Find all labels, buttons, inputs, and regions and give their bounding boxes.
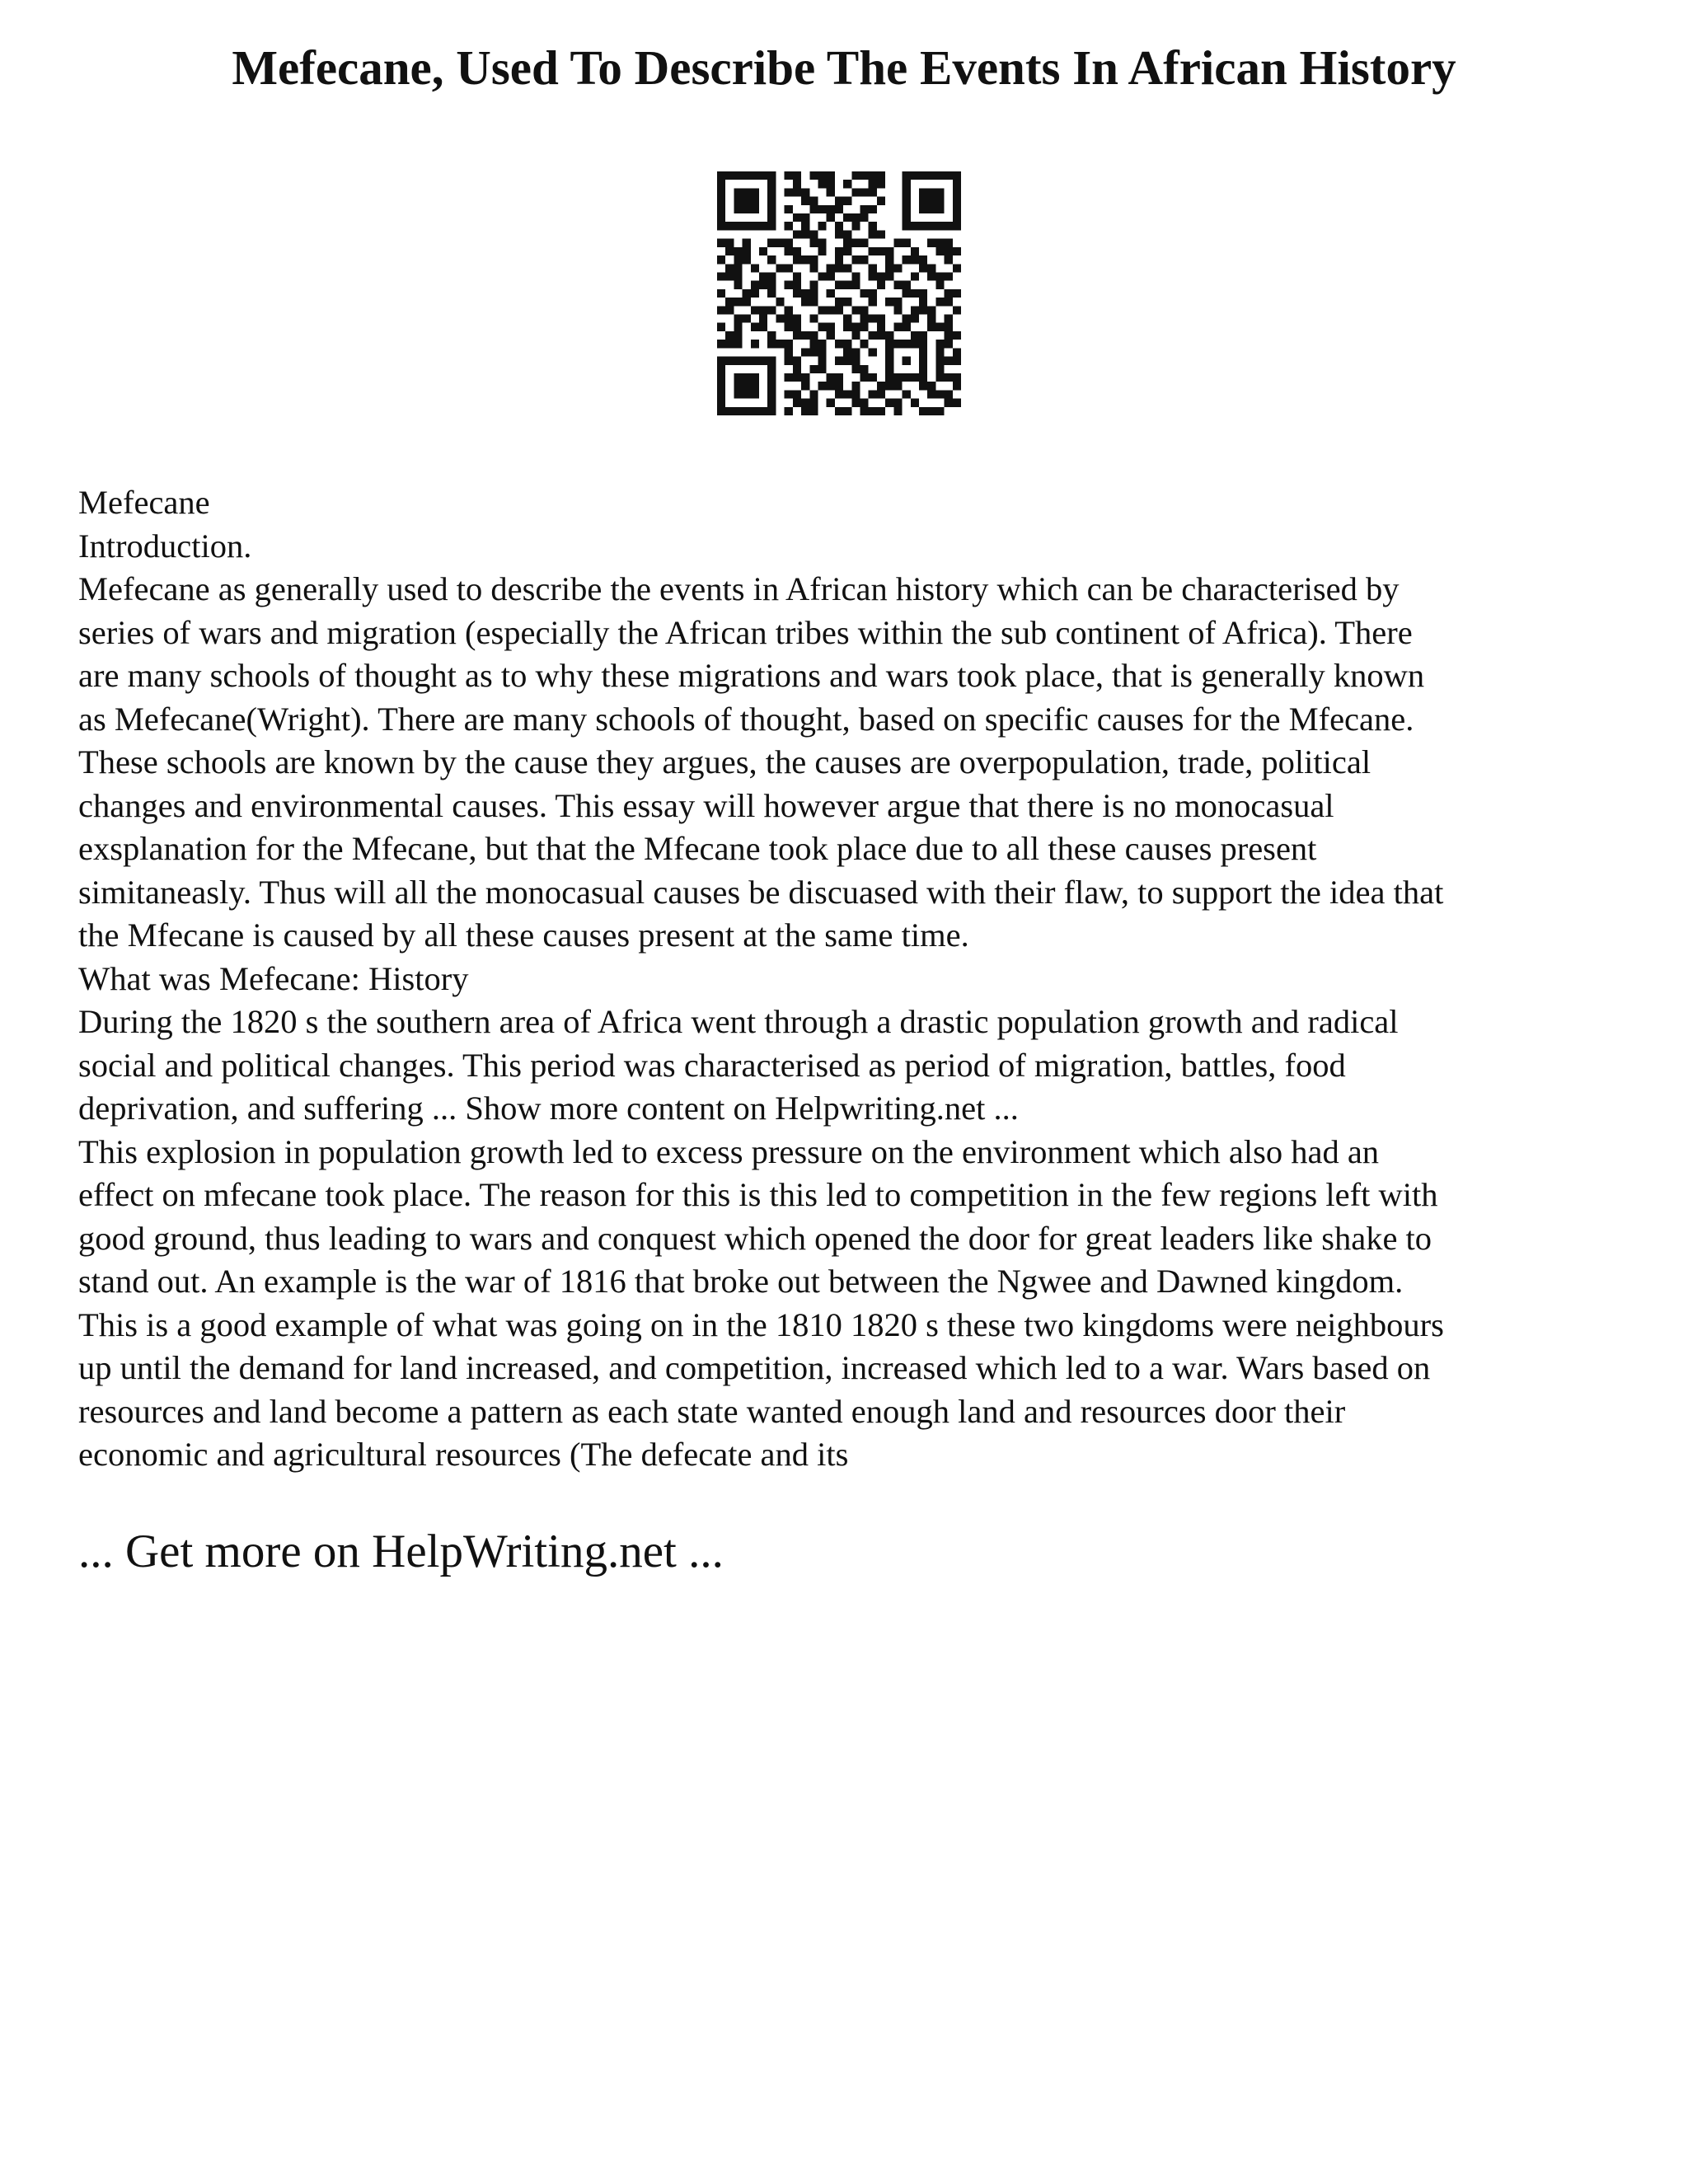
body-line: social and political changes. This period was characterised as period of migration, battles, food [78, 1046, 1346, 1084]
body-line: resources and land become a pattern as each state wanted enough land and resources door their [78, 1392, 1346, 1430]
body-line: deprivation, and suffering ... Show more content on Helpwriting.net ... [78, 1090, 1019, 1127]
section-heading: What was Mefecane: History [78, 959, 469, 997]
get-more-link[interactable]: ... Get more on HelpWriting.net ... [78, 1526, 724, 1577]
page-title: Mefecane, Used To Describe The Events In African History [232, 40, 1456, 95]
body-line: stand out. An example is the war of 1816 that broke out between the Ngwee and Dawned kingdom. [78, 1263, 1404, 1300]
body-line: changes and environmental causes. This essay will however argue that there is no monocasual [78, 786, 1334, 824]
section-heading: Introduction. [78, 527, 252, 565]
body-line: series of wars and migration (especially the African tribes within the sub continent of Africa). There [78, 613, 1413, 651]
body-line: effect on mfecane took place. The reason for this is this led to competition in the few regions left with [78, 1176, 1438, 1213]
body-line: This explosion in population growth led to excess pressure on the environment which also had an [78, 1132, 1380, 1170]
body-line: Mefecane as generally used to describe the events in African history which can be characterised by [78, 570, 1400, 607]
section-heading: Mefecane [78, 484, 210, 521]
body-line: the Mfecane is caused by all these causes present at the same time. [78, 916, 969, 954]
body-line: up until the demand for land increased, and competition, increased which led to a war. Wars based on [78, 1349, 1431, 1386]
body-line: simitaneasly. Thus will all the monocasual causes be discuased with their flaw, to support the idea that [78, 873, 1444, 911]
body-line: are many schools of thought as to why these migrations and wars took place, that is generally known [78, 657, 1425, 694]
body-line: as Mefecane(Wright). There are many schools of thought, based on specific causes for the Mfecane. [78, 700, 1414, 738]
body-line: These schools are known by the cause they argues, the causes are overpopulation, trade, political [78, 743, 1372, 780]
body-line: economic and agricultural resources (The defecate and its [78, 1436, 849, 1473]
body-line: During the 1820 s the southern area of Africa went through a drastic population growth and radical [78, 1003, 1399, 1040]
body-line: This is a good example of what was going on in the 1810 1820 s these two kingdoms were neighbours [78, 1305, 1444, 1343]
body-line: exsplanation for the Mfecane, but that the Mfecane took place due to all these causes present [78, 830, 1317, 867]
document-body [78, 481, 1628, 1477]
qr-code-icon [717, 171, 961, 415]
body-line: good ground, thus leading to wars and conquest which opened the door for great leaders like shake to [78, 1219, 1432, 1257]
